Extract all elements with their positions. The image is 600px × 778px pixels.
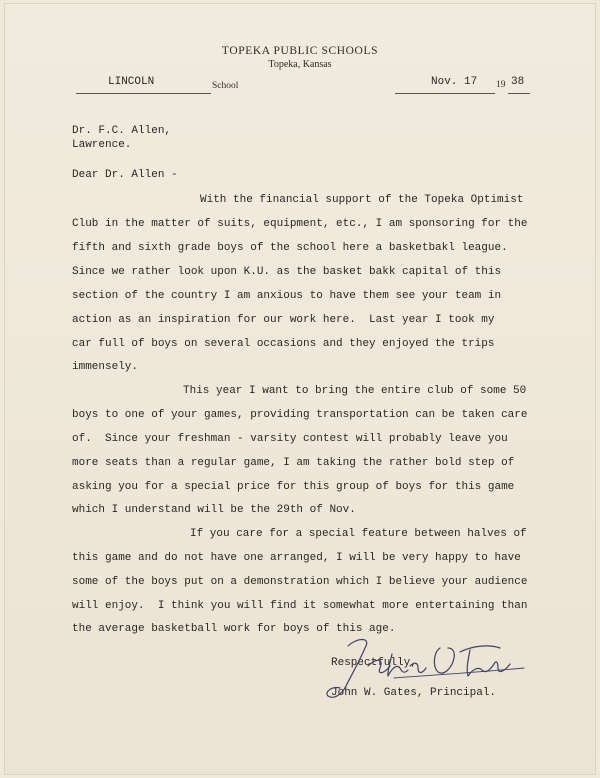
body-line: some of the boys put on a demonstration which I believe your audience: [72, 576, 528, 588]
year-field-line: [508, 93, 530, 94]
body-line: of. Since your freshman - varsity contest will probably leave you: [72, 433, 508, 445]
salutation: Dear Dr. Allen -: [72, 169, 178, 181]
closing: Respectfully,: [331, 657, 417, 669]
recipient-city: Lawrence.: [72, 139, 132, 151]
body-line: this game and do not have one arranged, I will be very happy to have: [72, 552, 521, 564]
body-line: the average basketball work for boys of this age.: [72, 623, 396, 635]
body-line: more seats than a regular game, I am taking the rather bold step of: [72, 457, 515, 469]
signer-name-title: John W. Gates, Principal.: [331, 687, 497, 699]
body-line: section of the country I am anxious to have them see your team in: [72, 290, 502, 302]
letter-date: Nov. 17: [431, 76, 478, 88]
recipient-name: Dr. F.C. Allen,: [72, 125, 172, 137]
body-line: will enjoy. I think you will find it somewhat more entertaining than: [72, 600, 528, 612]
letterhead-title: TOPEKA PUBLIC SCHOOLS: [221, 45, 379, 57]
letterhead-location: Topeka, Kansas: [268, 59, 332, 70]
body-line: asking you for a special price for this group of boys for this game: [72, 481, 515, 493]
year-suffix: 38: [511, 76, 525, 88]
body-line: boys to one of your games, providing transportation can be taken care: [72, 409, 528, 421]
year-prefix: 19: [496, 80, 506, 90]
body-line: action as an inspiration for our work here. Last year I took my: [72, 314, 495, 326]
school-name: LINCOLN: [108, 76, 155, 88]
body-line: Since we rather look upon K.U. as the basket bakk capital of this: [72, 266, 502, 278]
body-line: Club in the matter of suits, equipment, etc., I am sponsoring for the: [72, 218, 528, 230]
body-line: With the financial support of the Topeka Optimist: [200, 194, 524, 206]
body-line: This year I want to bring the entire club of some 50: [183, 385, 527, 397]
body-line: immensely.: [72, 361, 139, 373]
school-label: School: [212, 81, 239, 91]
handwritten-signature: [320, 618, 530, 708]
body-line: car full of boys on several occasions and they enjoyed the trips: [72, 338, 495, 350]
body-line: which I understand will be the 29th of Nov.: [72, 504, 356, 516]
body-line: fifth and sixth grade boys of the school here a basketbakl league.: [72, 242, 508, 254]
body-line: If you care for a special feature between halves of: [190, 528, 527, 540]
